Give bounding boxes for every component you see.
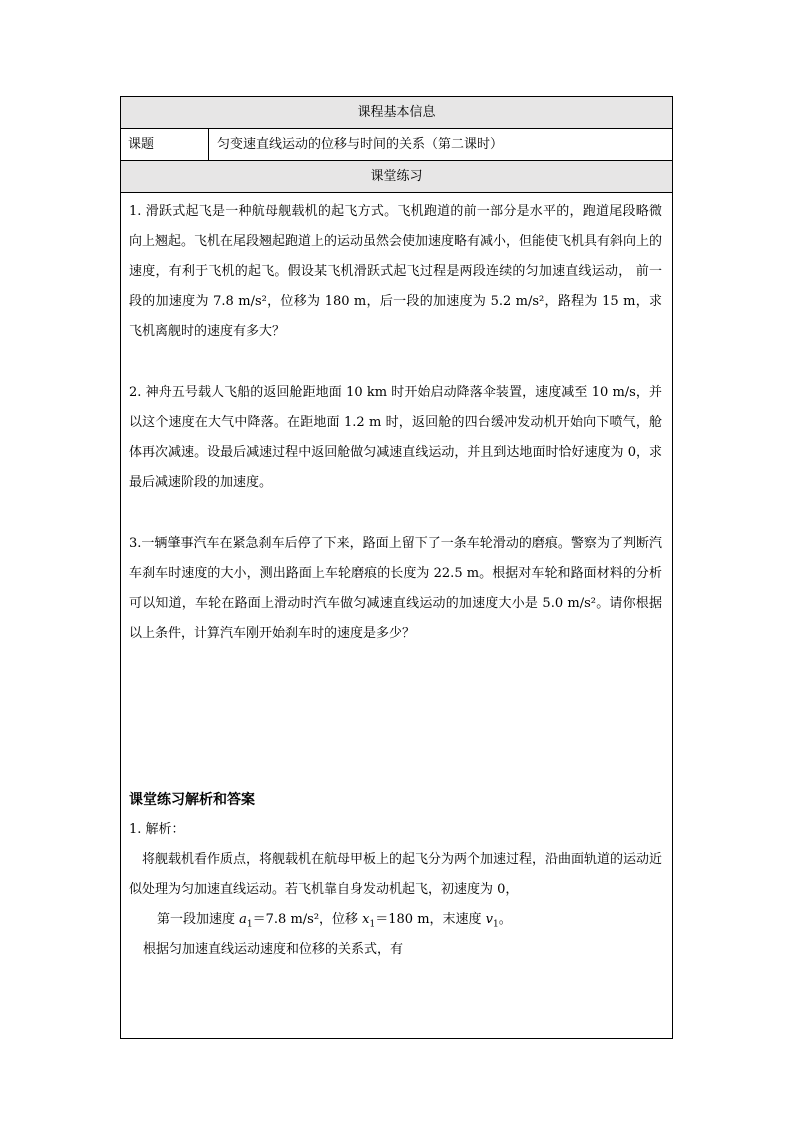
course-table bbox=[120, 96, 673, 1039]
accel-symbol: a bbox=[239, 912, 247, 927]
basic-info-title: 课程基本信息 bbox=[357, 105, 436, 120]
accel-subscript: 1 bbox=[246, 919, 253, 930]
vel-symbol: v bbox=[485, 912, 494, 927]
answer-line-2 bbox=[129, 905, 662, 935]
topic-row bbox=[121, 129, 672, 161]
topic-value: 匀变速直线运动的位移与时间的关系（第二课时） bbox=[217, 137, 504, 152]
question-1: 1. 滑跃式起飞是一种航母舰载机的起飞方式。飞机跑道的前一部分是水平的，跑道尾段略微向上翘起。飞机在尾段翘起跑道上的运动虽然会使加速度略有减小，但能使飞机具有斜向上的速度，有利于飞机的起飞。假设某飞机滑跃式起飞过程是两段连续的匀加速直线运动， 前一段的加速度为 7.8 m/s²，位移为 180 m，后一段的加速度为 5.2 m/s²，路程为 15 m，求飞机离舰时的速度有多大？ bbox=[129, 204, 663, 339]
disp-value: ＝180 m，末速度 bbox=[375, 912, 486, 927]
answer-label: 1. 解析： bbox=[129, 822, 185, 837]
disp-symbol: x bbox=[362, 912, 370, 927]
practice-content bbox=[121, 193, 672, 1038]
answer-line-3: 根据匀加速直线运动速度和位移的关系式，有 bbox=[143, 942, 404, 957]
question-2: 2. 神舟五号载人飞船的返回舱距地面 10 km 时开始启动降落伞装置，速度减至 10 m/s，并 以这个速度在大气中降落。在距地面 1.2 m 时，返回舱的四台缓冲发动机开始向下喷气，舱体再次减速。设最后减速过程中返回舱做匀减速直线运动，并且到达地面时恰好速度为 0，求最后减速阶段的加速度。 bbox=[129, 385, 662, 490]
practice-header bbox=[121, 161, 672, 193]
answer-line-1: 将舰载机看作质点，将舰载机在航母甲板上的起飞分为两个加速过程，沿曲面轨道的运动近似处理为匀加速直线运动。若飞机靠自身发动机起飞，初速度为 0， bbox=[129, 852, 663, 897]
answer-line-2-end: 。 bbox=[498, 912, 512, 927]
answer-line-2-prefix: 第一段加速度 bbox=[157, 912, 240, 927]
accel-value: ＝7.8 m/s²，位移 bbox=[252, 912, 363, 927]
disp-subscript: 1 bbox=[369, 919, 376, 930]
answers-title: 课堂练习解析和答案 bbox=[129, 792, 255, 808]
vel-subscript: 1 bbox=[493, 919, 499, 930]
practice-title: 课堂练习 bbox=[370, 169, 423, 184]
topic-label: 课题 bbox=[121, 129, 209, 160]
basic-info-header bbox=[121, 97, 672, 129]
question-3: 3.一辆肇事汽车在紧急刹车后停了下来，路面上留下了一条车轮滑动的磨痕。警察为了判断汽车刹车时速度的大小，测出路面上车轮磨痕的长度为 22.5 m。根据对车轮和路面材料的分析可以知道，车轮在路面上滑动时汽车做匀减速直线运动的加速度大小是 5.0 m/s²。请你根据以上条件，计算汽车刚开始刹车时的速度是多少？ bbox=[129, 536, 662, 641]
